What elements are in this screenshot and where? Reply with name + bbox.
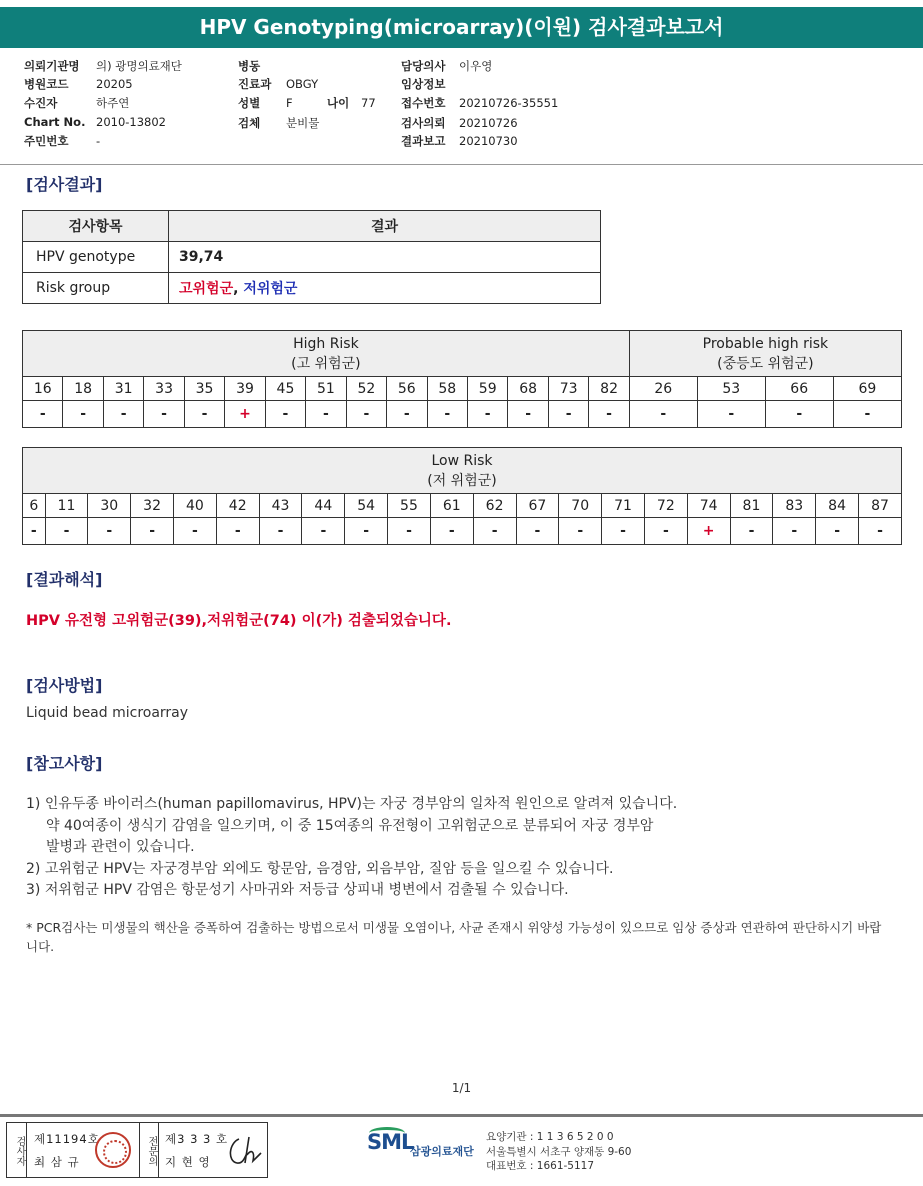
- genotype-cell: 30: [88, 494, 131, 518]
- info-value: 분비물: [286, 116, 320, 130]
- section-title-method: [검사방법]: [26, 676, 103, 695]
- info-row: [401, 76, 459, 92]
- info-row: [24, 58, 182, 74]
- info-row: [401, 133, 518, 149]
- page-number: 1/1: [451, 1081, 472, 1095]
- genotype-cell: 44: [302, 494, 345, 518]
- info-row: [238, 115, 319, 131]
- high-risk-title: High Risk: [293, 335, 359, 352]
- info-row: [401, 58, 492, 74]
- pcr-note: * PCR검사는 미생물의 핵산을 증폭하여 검출하는 방법으로서 미생물 오염이나, 사균 존재시 위양성 가능성이 있으므로 임상 증상과 연관하여 판단하시기 바랍니다.: [26, 920, 882, 954]
- info-label: 나이: [327, 96, 350, 110]
- genotype-cell: 70: [559, 494, 602, 518]
- info-label: 병동: [238, 59, 261, 73]
- genotype-cell: 31: [103, 377, 143, 401]
- high-risk-table: [22, 330, 902, 428]
- genotype-result-cell: -: [548, 401, 588, 428]
- result-header-result: 결과: [169, 211, 601, 242]
- genotype-result-cell: -: [816, 518, 859, 545]
- info-label: Chart No.: [24, 115, 86, 129]
- genotype-cell: 53: [697, 377, 765, 401]
- info-label: 검체: [238, 116, 261, 130]
- genotype-result-cell: -: [63, 401, 103, 428]
- genotype-result-cell: -: [629, 401, 697, 428]
- info-row: [24, 115, 166, 129]
- info-row: [238, 58, 286, 74]
- genotype-cell: 59: [467, 377, 507, 401]
- patient-info: [0, 55, 923, 167]
- specialist-number: 제3 3 3 호: [165, 1132, 229, 1146]
- probable-risk-subtitle: (중등도 위험군): [717, 355, 814, 372]
- genotype-result-cell: -: [730, 518, 773, 545]
- specialist-label: 전문의: [139, 1123, 159, 1177]
- result-value-risk-group: [169, 273, 601, 304]
- examiner-number: 제11194호: [34, 1132, 100, 1146]
- info-value: 20210730: [459, 134, 518, 148]
- info-value: 의) 광명의료재단: [96, 59, 182, 73]
- genotype-result-cell: -: [184, 401, 224, 428]
- genotype-result-cell: -: [216, 518, 259, 545]
- genotype-result-cell: -: [644, 518, 687, 545]
- genotype-result-cell: -: [473, 518, 516, 545]
- specialist-name: 지 현 영: [165, 1155, 211, 1169]
- result-table: [22, 210, 601, 304]
- genotype-cell: 16: [23, 377, 63, 401]
- divider: [0, 164, 923, 165]
- reference-item: 1) 인유두종 바이러스(human papillomavirus, HPV)는 자궁 경부암의 일차적 원인으로 알려져 있습니다.: [26, 796, 678, 812]
- footer-info: [486, 1130, 631, 1174]
- genotype-result-cell: -: [302, 518, 345, 545]
- section-title-reference: [참고사항]: [26, 754, 103, 773]
- report-title: HPV Genotyping(microarray)(이원) 검사결과보고서: [0, 7, 923, 48]
- info-label: 성별: [238, 96, 261, 110]
- risk-separator: ,: [233, 281, 244, 297]
- genotype-result-cell: -: [773, 518, 816, 545]
- method-text: Liquid bead microarray: [26, 705, 189, 721]
- info-value: 20205: [96, 77, 133, 91]
- genotype-cell: 39: [225, 377, 265, 401]
- high-risk-subtitle: (고 위험군): [291, 355, 361, 372]
- genotype-result-cell: -: [346, 401, 386, 428]
- info-value: -: [96, 134, 101, 148]
- info-value: 이우영: [459, 59, 493, 73]
- result-header-item: 검사항목: [23, 211, 169, 242]
- signature-box: [6, 1122, 268, 1178]
- genotype-result-cell: -: [765, 401, 833, 428]
- genotype-cell: 68: [508, 377, 548, 401]
- genotype-result-cell: -: [388, 518, 431, 545]
- genotype-result-cell: +: [225, 401, 265, 428]
- section-title-interpretation: [결과해석]: [26, 570, 103, 589]
- genotype-result-cell: -: [833, 401, 901, 428]
- reference-list: [26, 794, 677, 902]
- genotype-cell: 43: [259, 494, 302, 518]
- info-value: OBGY: [286, 77, 319, 91]
- genotype-cell: 55: [388, 494, 431, 518]
- genotype-cell: 71: [602, 494, 645, 518]
- genotype-result-cell: -: [103, 401, 143, 428]
- reference-item: 발병과 관련이 있습니다.: [46, 839, 195, 855]
- genotype-cell: 72: [644, 494, 687, 518]
- genotype-cell: 73: [548, 377, 588, 401]
- genotype-result-cell: -: [508, 401, 548, 428]
- low-risk-title: Low Risk: [431, 452, 493, 469]
- reference-item: 2) 고위험군 HPV는 자궁경부암 외에도 항문암, 음경암, 외음부암, 질암 등을 일으킬 수 있습니다.: [26, 860, 614, 877]
- info-label: 수진자: [24, 96, 58, 110]
- genotype-result-cell: -: [306, 401, 346, 428]
- genotype-result-cell: -: [589, 401, 629, 428]
- info-row: [238, 76, 318, 92]
- info-row: [24, 133, 100, 149]
- genotype-result-cell: -: [23, 401, 63, 428]
- genotype-result-cell: -: [345, 518, 388, 545]
- sml-logo: [367, 1130, 474, 1158]
- info-label: 의뢰기관명: [24, 59, 80, 73]
- result-item-genotype: HPV genotype: [23, 242, 169, 273]
- genotype-cell: 67: [516, 494, 559, 518]
- genotype-cell: 35: [184, 377, 224, 401]
- genotype-cell: 84: [816, 494, 859, 518]
- info-row: [24, 95, 129, 111]
- genotype-result-cell: -: [859, 518, 902, 545]
- result-value-genotype: 39,74: [169, 242, 601, 273]
- seal-stamp-icon: [95, 1132, 131, 1168]
- examiner-name: 최 삼 규: [34, 1155, 80, 1169]
- info-value: 20210726-35551: [459, 96, 559, 110]
- info-label: 결과보고: [401, 134, 446, 148]
- footer-divider: [0, 1114, 923, 1117]
- logo-arc-icon: [369, 1127, 405, 1139]
- info-row: [238, 95, 293, 111]
- genotype-cell: 52: [346, 377, 386, 401]
- interpretation-text: HPV 유전형 고위험군(39),저위험군(74) 이(가) 검출되었습니다.: [26, 613, 452, 629]
- genotype-cell: 32: [131, 494, 174, 518]
- info-value: 2010-13802: [96, 115, 166, 129]
- genotype-cell: 26: [629, 377, 697, 401]
- footer-info-line: 요양기관 : 1 1 3 6 5 2 0 0: [486, 1131, 614, 1143]
- genotype-result-cell: -: [174, 518, 217, 545]
- info-label: 진료과: [238, 77, 272, 91]
- genotype-result-cell: -: [697, 401, 765, 428]
- info-label: 담당의사: [401, 59, 446, 73]
- info-label: 병원코드: [24, 77, 69, 91]
- info-value: 20210726: [459, 116, 518, 130]
- info-row: [327, 95, 376, 111]
- genotype-cell: 54: [345, 494, 388, 518]
- genotype-cell: 62: [473, 494, 516, 518]
- genotype-cell: 66: [765, 377, 833, 401]
- examiner-label: 검사자: [7, 1123, 27, 1177]
- genotype-cell: 18: [63, 377, 103, 401]
- genotype-cell: 82: [589, 377, 629, 401]
- footer-info-line: 서울특별시 서초구 양재동 9-60: [486, 1145, 632, 1158]
- signature-icon: [225, 1133, 265, 1169]
- info-value: 77: [361, 96, 376, 110]
- high-risk-group-header: [23, 331, 630, 377]
- genotype-cell: 87: [859, 494, 902, 518]
- logo-text: SML: [367, 1130, 414, 1154]
- genotype-result-cell: -: [467, 401, 507, 428]
- info-value: 하주연: [96, 96, 130, 110]
- reference-item: 약 40여종이 생식기 감염을 일으키며, 이 중 15여종의 유전형이 고위험군으로 분류되어 자궁 경부암: [46, 817, 654, 834]
- low-risk-label: 저위험군: [243, 281, 298, 297]
- section-title-result: [검사결과]: [26, 175, 103, 194]
- genotype-result-cell: -: [144, 401, 184, 428]
- genotype-cell: 58: [427, 377, 467, 401]
- genotype-cell: 83: [773, 494, 816, 518]
- genotype-cell: 74: [687, 494, 730, 518]
- genotype-cell: 40: [174, 494, 217, 518]
- probable-risk-group-header: [629, 331, 901, 377]
- logo-org-name: 삼광의료재단: [410, 1145, 474, 1158]
- info-value: F: [286, 96, 293, 110]
- info-label: 임상정보: [401, 77, 446, 91]
- probable-risk-title: Probable high risk: [702, 335, 829, 352]
- low-risk-group-header: [23, 448, 902, 494]
- genotype-cell: 6: [23, 494, 46, 518]
- genotype-result-cell: -: [602, 518, 645, 545]
- genotype-result-cell: -: [259, 518, 302, 545]
- genotype-result-cell: -: [516, 518, 559, 545]
- genotype-result-cell: -: [430, 518, 473, 545]
- genotype-result-cell: -: [131, 518, 174, 545]
- low-risk-table: [22, 447, 902, 545]
- reference-item: 3) 저위험군 HPV 감염은 항문성기 사마귀와 저등급 상피내 병변에서 검출될 수 있습니다.: [26, 882, 569, 898]
- genotype-cell: 45: [265, 377, 305, 401]
- genotype-cell: 56: [387, 377, 427, 401]
- genotype-result-cell: -: [88, 518, 131, 545]
- genotype-result-cell: -: [387, 401, 427, 428]
- genotype-cell: 42: [216, 494, 259, 518]
- footer-info-line: 대표번호 : 1661-5117: [486, 1160, 595, 1172]
- info-label: 접수번호: [401, 96, 446, 110]
- low-risk-subtitle: (저 위험군): [427, 472, 497, 489]
- info-row: [401, 115, 518, 131]
- genotype-cell: 81: [730, 494, 773, 518]
- genotype-cell: 11: [45, 494, 88, 518]
- genotype-result-cell: -: [23, 518, 46, 545]
- genotype-cell: 51: [306, 377, 346, 401]
- result-item-risk-group: Risk group: [23, 273, 169, 304]
- genotype-result-cell: -: [265, 401, 305, 428]
- info-label: 주민번호: [24, 134, 69, 148]
- genotype-result-cell: -: [45, 518, 88, 545]
- genotype-cell: 33: [144, 377, 184, 401]
- info-row: [401, 95, 558, 111]
- genotype-result-cell: +: [687, 518, 730, 545]
- genotype-result-cell: -: [559, 518, 602, 545]
- genotype-cell: 69: [833, 377, 901, 401]
- info-label: 검사의뢰: [401, 116, 446, 130]
- high-risk-label: 고위험군: [179, 281, 234, 297]
- genotype-result-cell: -: [427, 401, 467, 428]
- info-row: [24, 76, 133, 92]
- genotype-cell: 61: [430, 494, 473, 518]
